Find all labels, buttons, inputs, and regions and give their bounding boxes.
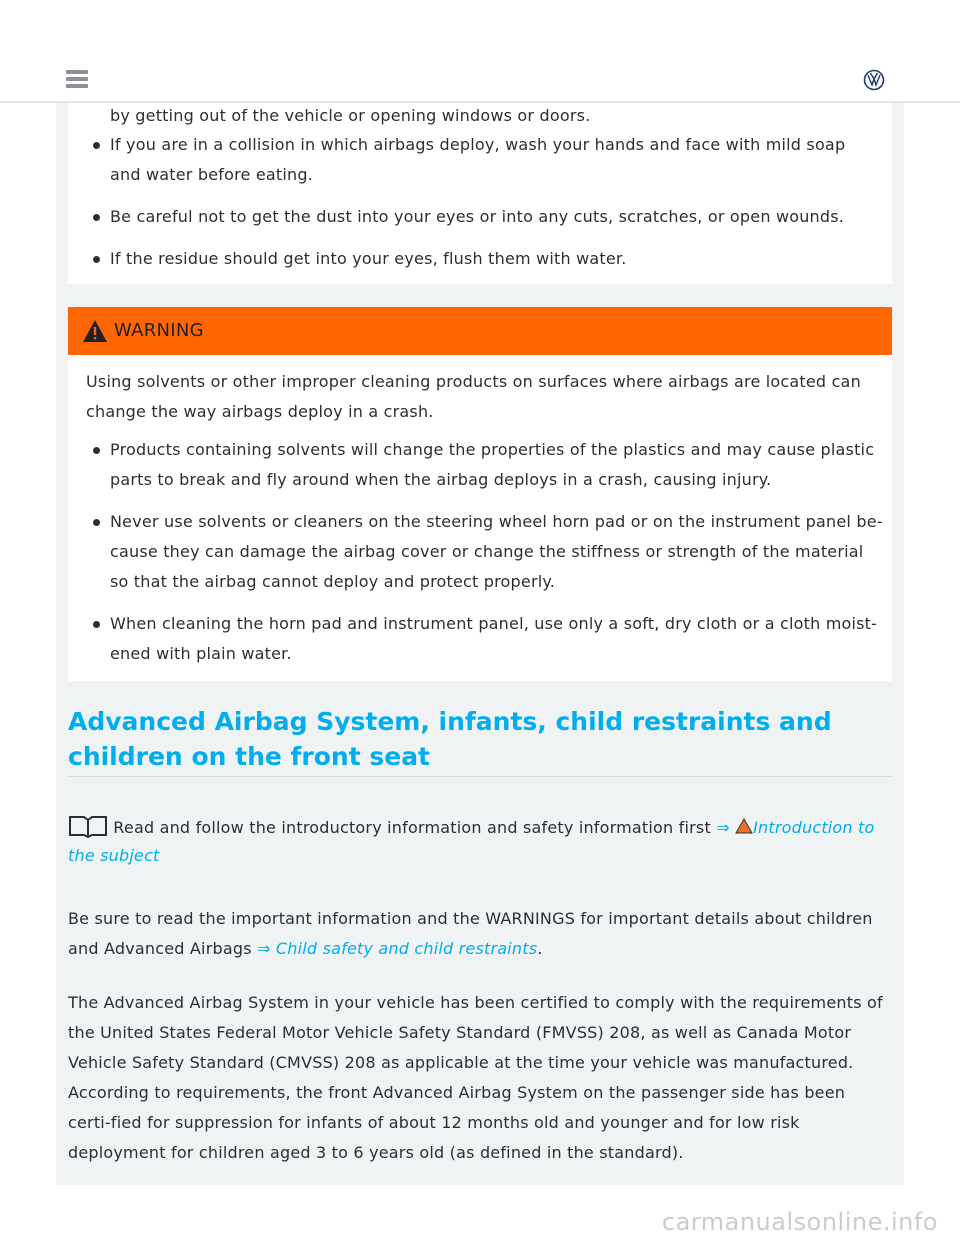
section-title: Advanced Airbag System, infants, child restraints and children on the front seat [68, 704, 892, 777]
warning-box [68, 307, 892, 681]
intro-link[interactable]: Introduction to the subject [68, 818, 875, 865]
list-item: If you are in a collision in which airbags deploy, wash your hands and face with mild soap and water before eating. [68, 130, 878, 190]
warning-title: WARNING [114, 320, 204, 341]
warning-small-icon [735, 818, 753, 834]
content-panel [56, 60, 904, 1185]
intro-note [68, 814, 892, 870]
list-item: Be careful not to get the dust into your eyes or into any cuts, scratches, or open wounds. [68, 202, 878, 232]
warning-header [68, 307, 892, 355]
list-item: Products containing solvents will change the properties of the plastics and may cause plastic parts to break and fly around when the airbag deploys in a crash, causing injury. [68, 435, 883, 495]
vw-logo-icon[interactable] [863, 69, 885, 91]
book-icon [68, 814, 108, 838]
intro-arrow: ⇒ [716, 818, 730, 837]
warning-triangle-icon [82, 319, 108, 343]
hamburger-menu-icon[interactable] [66, 70, 88, 91]
intro-text: Read and follow the introductory information and safety information first [113, 818, 711, 837]
p1-text: Be sure to read the important information and the WARNINGS for important details about children and Advanced Airbags [68, 909, 873, 958]
warning-intro: Using solvents or other improper cleaning products on surfaces where airbags are located can change the way airbags deploy in a crash. [86, 372, 861, 421]
list-item: Never use solvents or cleaners on the steering wheel horn pad or on the instrument panel be-cause they can damage the airbag cover or change the stiffness or strength of the material so that the airbag cannot deploy and protect properly. [68, 507, 883, 597]
child-safety-link[interactable]: ⇒ Child safety and child restraints [257, 939, 538, 958]
watermark: carmanualsonline.info [661, 1208, 938, 1236]
header [0, 0, 960, 103]
cut-line: by getting out of the vehicle or opening windows or doors. [110, 106, 591, 125]
paragraph-1 [68, 904, 892, 964]
paragraph-2: The Advanced Airbag System in your vehicle has been certified to comply with the requirements of the United States Federal Motor Vehicle Safety Standard (FMVSS) 208, as well as Canada Motor Vehicle Safety Standard (CMVSS) 208 as applicable at the time your vehicle was manufactured. According to requirements, the front Advanced Airbag System on the passenger side has been certi-fied for suppression for infants of about 12 months old and younger and for low risk deployment for children aged 3 to 6 years old (as defined in the standard). [68, 993, 883, 1162]
list-item: When cleaning the horn pad and instrument panel, use only a soft, dry cloth or a cloth moist-ened with plain water. [68, 609, 883, 669]
list-item: If the residue should get into your eyes, flush them with water. [68, 244, 878, 274]
p1-end: . [537, 939, 543, 958]
